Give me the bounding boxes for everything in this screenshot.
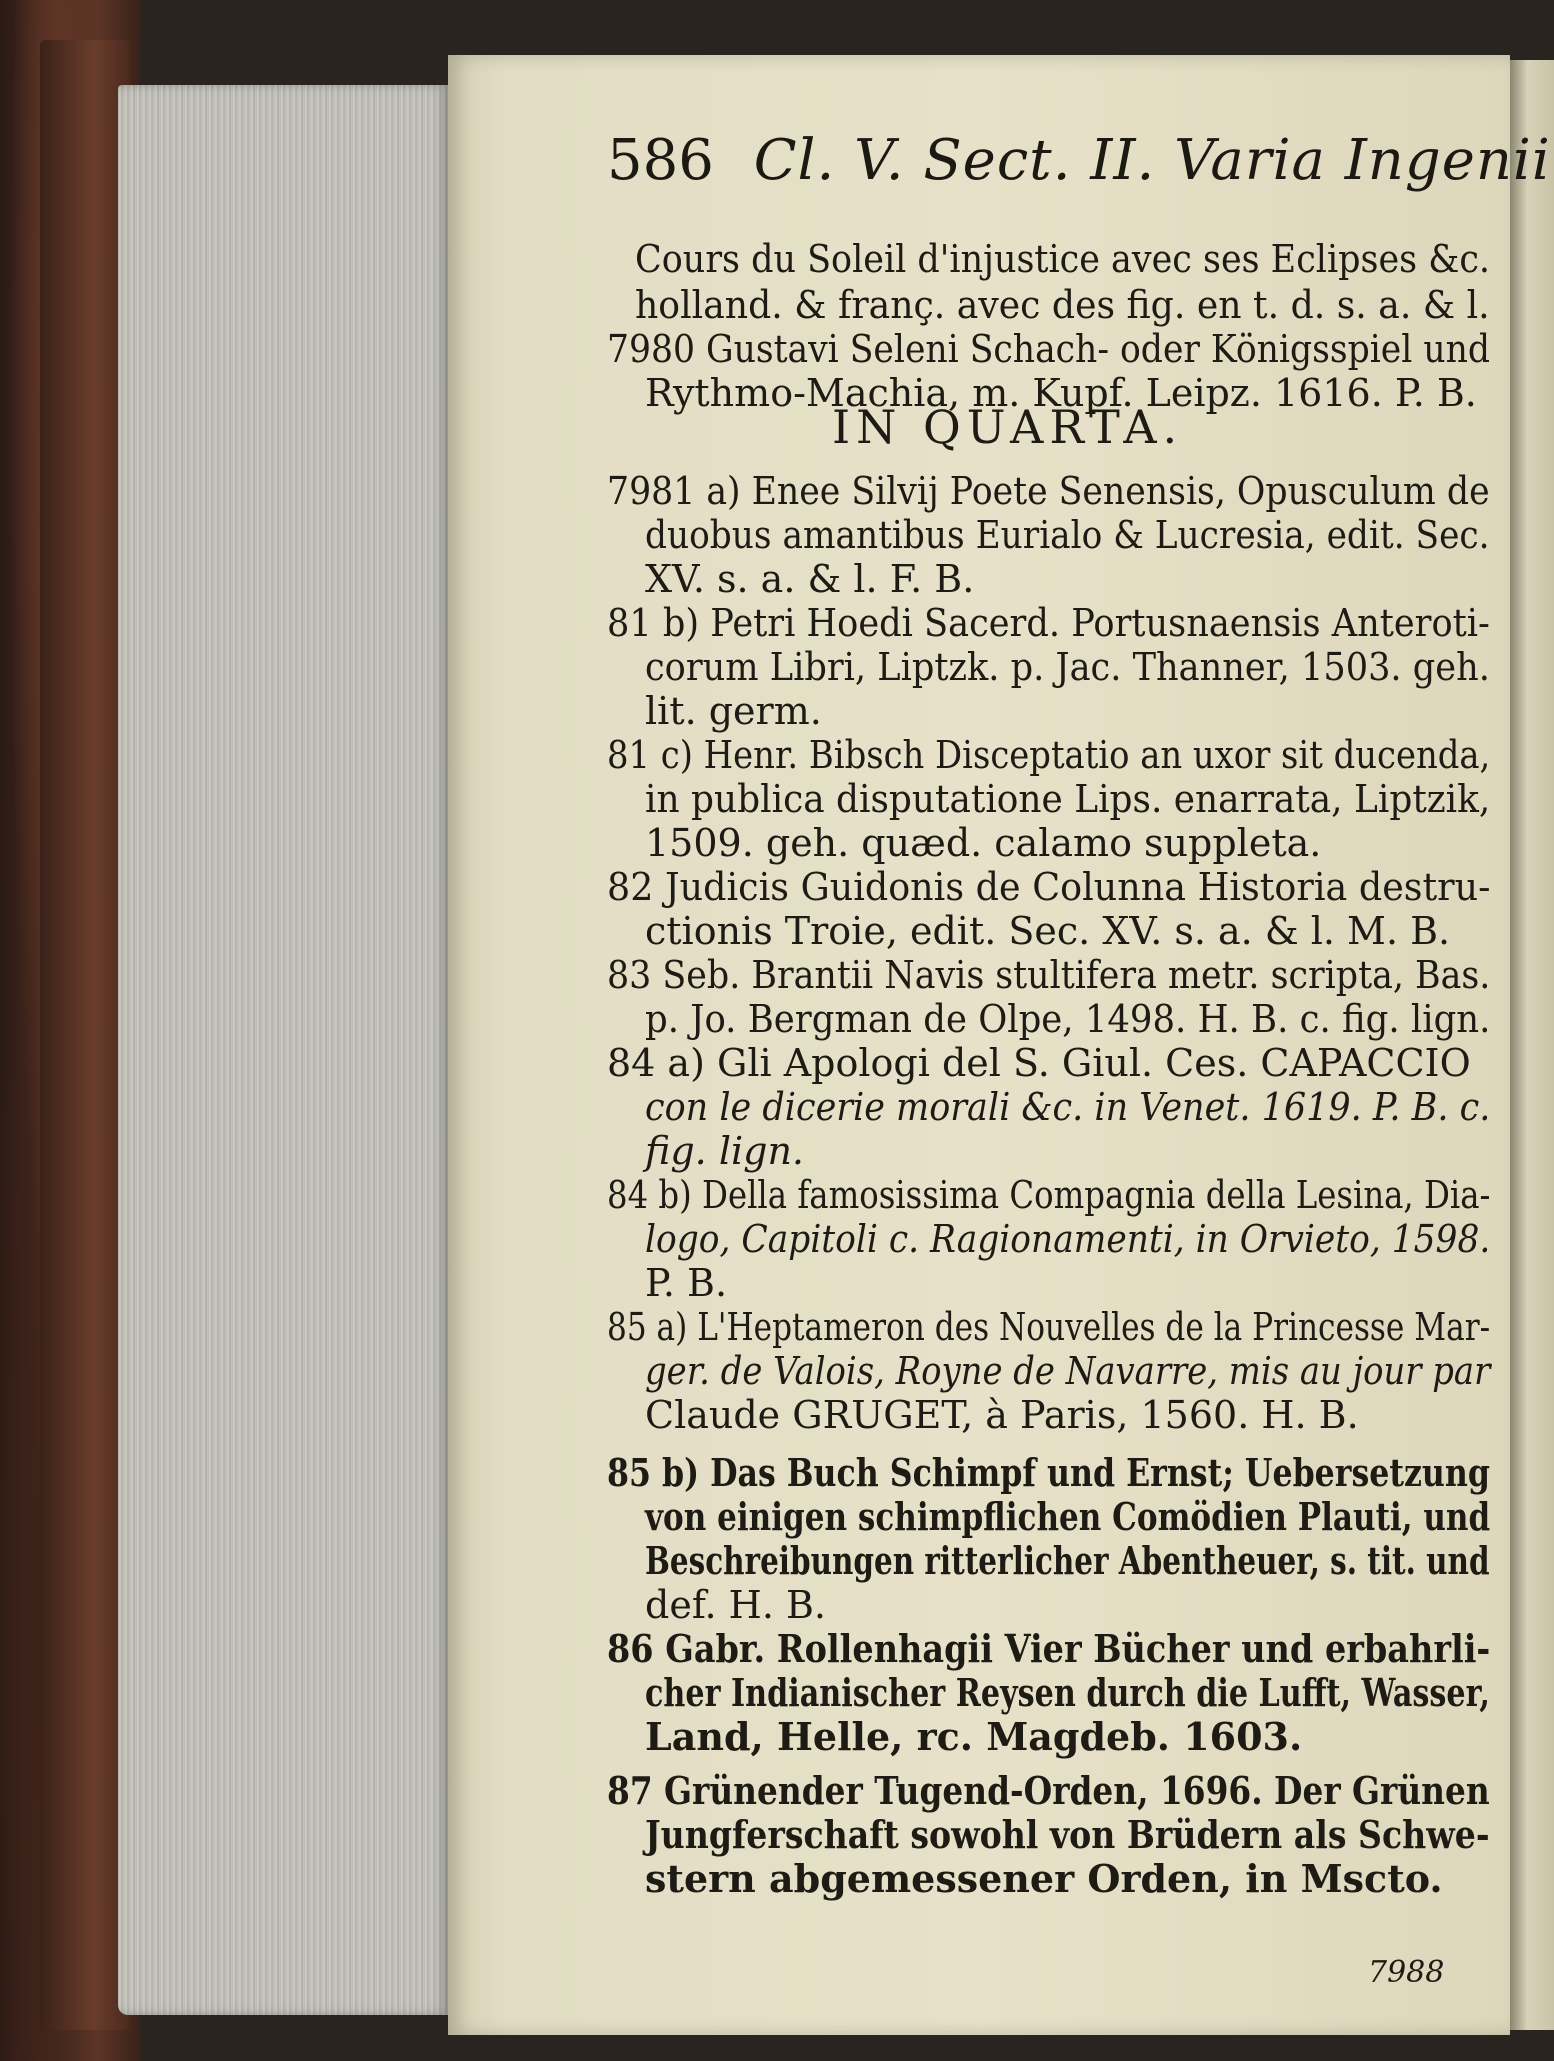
text-line: Jungferschaft sowohl von Brüdern als Schwe- <box>645 1812 1490 1857</box>
text-line: duobus amantibus Eurialo & Lucresia, edit. Sec. <box>645 513 1490 557</box>
text-line: 87 Grünender Tugend-Orden, 1696. Der Grünen <box>607 1768 1490 1813</box>
text-line: lit. germ. <box>645 689 822 733</box>
text-line: 7980 Gustavi Seleni Schach- oder Königsspiel und <box>607 327 1491 371</box>
text-line: Rythmo-Machia, m. Kupf. Leipz. 1616. P. B. <box>645 371 1477 415</box>
text-line: ger. de Valois, Royne de Navarre, mis au jour par <box>645 1349 1491 1393</box>
text-line: con le dicerie morali &c. in Venet. 1619. P. B. c. <box>645 1085 1491 1129</box>
text-line: 81 b) Petri Hoedi Sacerd. Portusnaensis Anteroti- <box>607 601 1490 645</box>
text-line: Land, Helle, rc. Magdeb. 1603. <box>645 1714 1303 1759</box>
text-line: def. H. B. <box>645 1583 826 1627</box>
text-line: stern abgemessener Orden, in Mscto. <box>645 1856 1443 1901</box>
text-line: holland. & franç. avec des fig. en t. d. s. a. & l. <box>635 283 1490 327</box>
catchword: 7988 <box>1368 1955 1445 1990</box>
running-header <box>607 128 1551 193</box>
text-line: 82 Judicis Guidonis de Colunna Historia destru- <box>607 865 1491 909</box>
text-line: corum Libri, Liptzk. p. Jac. Thanner, 1503. geh. <box>645 645 1490 689</box>
section-heading: IN QUARTA. <box>832 400 1184 454</box>
page-stack <box>118 85 448 2015</box>
text-line: Beschreibungen ritterlicher Abentheuer, s. tit. und <box>645 1538 1490 1583</box>
text-line: fig. lign. <box>645 1129 805 1173</box>
text-line: cher Indianischer Reysen durch die Lufft, Wasser, <box>645 1670 1490 1715</box>
text-line: ctionis Troie, edit. Sec. XV. s. a. & l. M. B. <box>645 909 1451 953</box>
text-line: 1509. geh. quæd. calamo suppleta. <box>645 821 1322 865</box>
text-line: in publica disputatione Lips. enarrata, Liptzik, <box>645 777 1491 821</box>
text-line: 85 b) Das Buch Schimpf und Ernst; Uebersetzung <box>607 1450 1491 1495</box>
book-cover-edge <box>40 40 130 2030</box>
text-line: 84 a) Gli Apologi del S. Giul. Ces. CAPACCIO <box>607 1041 1471 1085</box>
text-line: 85 a) L'Heptameron des Nouvelles de la Princesse Mar- <box>607 1305 1491 1349</box>
page-number: 586 <box>607 128 714 193</box>
running-title: Cl. V. Sect. II. Varia Ingenii <box>753 128 1551 193</box>
text-line: logo, Capitoli c. Ragionamenti, in Orvieto, 1598. <box>645 1217 1491 1261</box>
text-line: 81 c) Henr. Bibsch Disceptatio an uxor sit ducenda, <box>607 733 1491 777</box>
text-line: 86 Gabr. Rollenhagii Vier Bücher und erbahrli- <box>607 1626 1491 1671</box>
text-line: p. Jo. Bergman de Olpe, 1498. H. B. c. fig. lign. <box>645 997 1491 1041</box>
text-line: 84 b) Della famosissima Compagnia della Lesina, Dia- <box>607 1173 1491 1217</box>
next-page-edge <box>1510 60 1554 2030</box>
text-line: von einigen schimpflichen Comödien Plauti, und <box>645 1494 1491 1539</box>
text-line: 7981 a) Enee Silvij Poete Senensis, Opusculum de <box>607 469 1490 513</box>
text-line: 83 Seb. Brantii Navis stultifera metr. scripta, Bas. <box>607 953 1491 997</box>
text-line: P. B. <box>645 1261 728 1305</box>
text-line: XV. s. a. & l. F. B. <box>645 557 975 601</box>
text-line: Claude GRUGET, à Paris, 1560. H. B. <box>645 1393 1359 1437</box>
text-line: Cours du Soleil d'injustice avec ses Eclipses &c. <box>635 237 1491 281</box>
